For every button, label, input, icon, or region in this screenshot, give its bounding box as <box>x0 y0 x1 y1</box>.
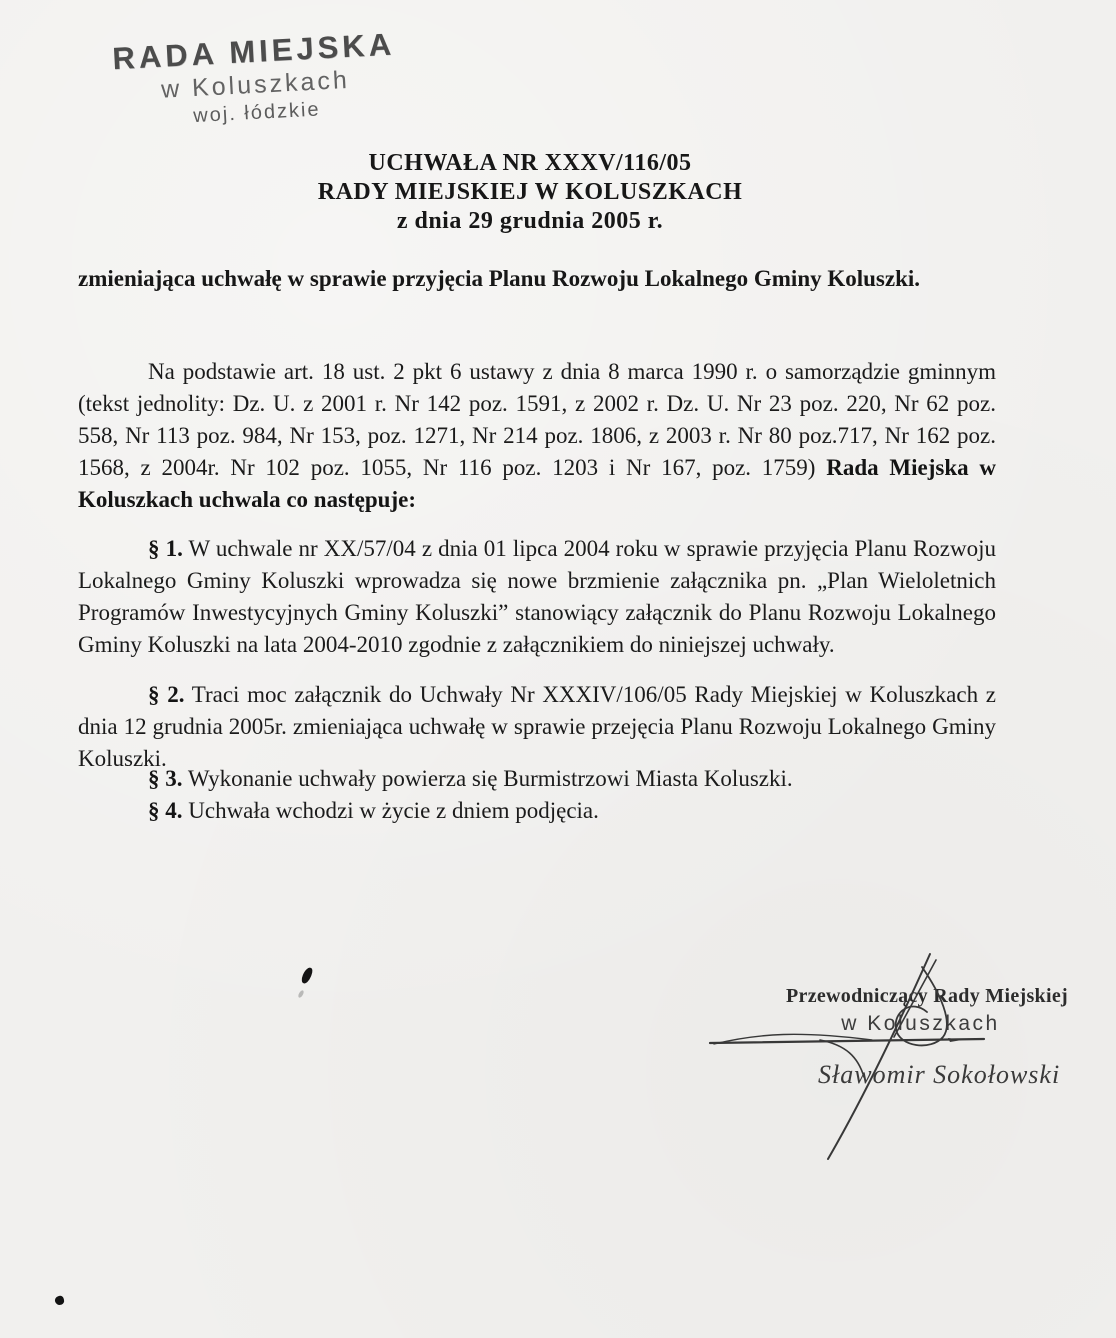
title-resolution-number: UCHWAŁA NR XXXV/116/05 <box>368 150 692 176</box>
section-text: Uchwała wchodzi w życie z dniem podjęcia. <box>188 798 599 823</box>
signature-role-stamp: Przewodniczący Rady Miejskiej <box>786 985 1068 1007</box>
ink-speck <box>297 990 304 999</box>
section-marker: § 1. <box>148 536 183 561</box>
document-title <box>0 149 1060 236</box>
intro-legal-basis-text: Na podstawie art. 18 ust. 2 pkt 6 ustawy z dnia 8 marca 1990 r. o samorządzie gminnym (tekst jednolity: Dz. U. z 2001 r. Nr 142 poz. 1591, z 2002 r. Dz. U. Nr 23 poz. 220, Nr 62 poz. 558, Nr 113 poz. 984, Nr 153, poz. 1271, Nr 214 poz. 1806, z 2003 r. Nr 80 poz.717, Nr 162 poz. 1568, z 2004r. Nr 102 poz. 1055, Nr 116 poz. 1203 i Nr 167, poz. 1759) <box>78 359 996 480</box>
section-text: Wykonanie uchwały powierza się Burmistrzowi Miasta Koluszki. <box>187 766 793 791</box>
stamp-voivodeship: woj. łódzkie <box>192 98 322 128</box>
intro-paragraph <box>78 356 996 516</box>
title-council-name: RADY MIEJSKIEJ W KOLUSZKACH <box>317 179 743 205</box>
section-paragraph-3 <box>78 763 996 795</box>
section-marker: § 3. <box>148 766 183 791</box>
subject-line: zmieniająca uchwałę w sprawie przyjęcia Planu Rozwoju Lokalnego Gminy Koluszki. <box>78 266 921 291</box>
ink-blot <box>300 966 314 985</box>
council-office-stamp <box>98 26 412 133</box>
title-resolution-date: z dnia 29 grudnia 2005 r. <box>396 208 664 234</box>
section-paragraph-4 <box>78 795 996 827</box>
signature-location-stamp: w Koluszkach <box>841 1012 1000 1035</box>
stamp-council-name: RADA MIEJSKA <box>111 26 396 77</box>
section-paragraph-2 <box>78 679 996 775</box>
stamp-town-name: w Koluszkach <box>160 65 351 104</box>
signatory-name-stamp: Sławomir Sokołowski <box>818 1060 1061 1089</box>
section-marker: § 2. <box>148 682 185 707</box>
page-corner-dot <box>54 1295 65 1306</box>
intro-enacting-clause: Rada Miejska w Koluszkach uchwala co następuje: <box>78 455 996 512</box>
section-text: Traci moc załącznik do Uchwały Nr XXXIV/106/05 Rady Miejskiej w Koluszkach z dnia 12 grudnia 2005r. zmieniająca uchwałę w sprawie przejęcia Planu Rozwoju Lokalnego Gminy Koluszki. <box>78 682 996 771</box>
section-text: W uchwale nr XX/57/04 z dnia 01 lipca 2004 roku w sprawie przyjęcia Planu Rozwoju Lokalnego Gminy Koluszki wprowadza się nowe brzmienie załącznika pn. „Plan Wieloletnich Programów Inwestycyjnych Gminy Koluszki” stanowiący załącznik do Planu Rozwoju Lokalnego Gminy Koluszki na lata 2004-2010 zgodnie z załącznikiem do niniejszej uchwały. <box>78 536 997 657</box>
handwritten-signature <box>700 925 1000 1185</box>
section-marker: § 4. <box>148 798 183 823</box>
section-paragraph-1 <box>78 533 996 661</box>
